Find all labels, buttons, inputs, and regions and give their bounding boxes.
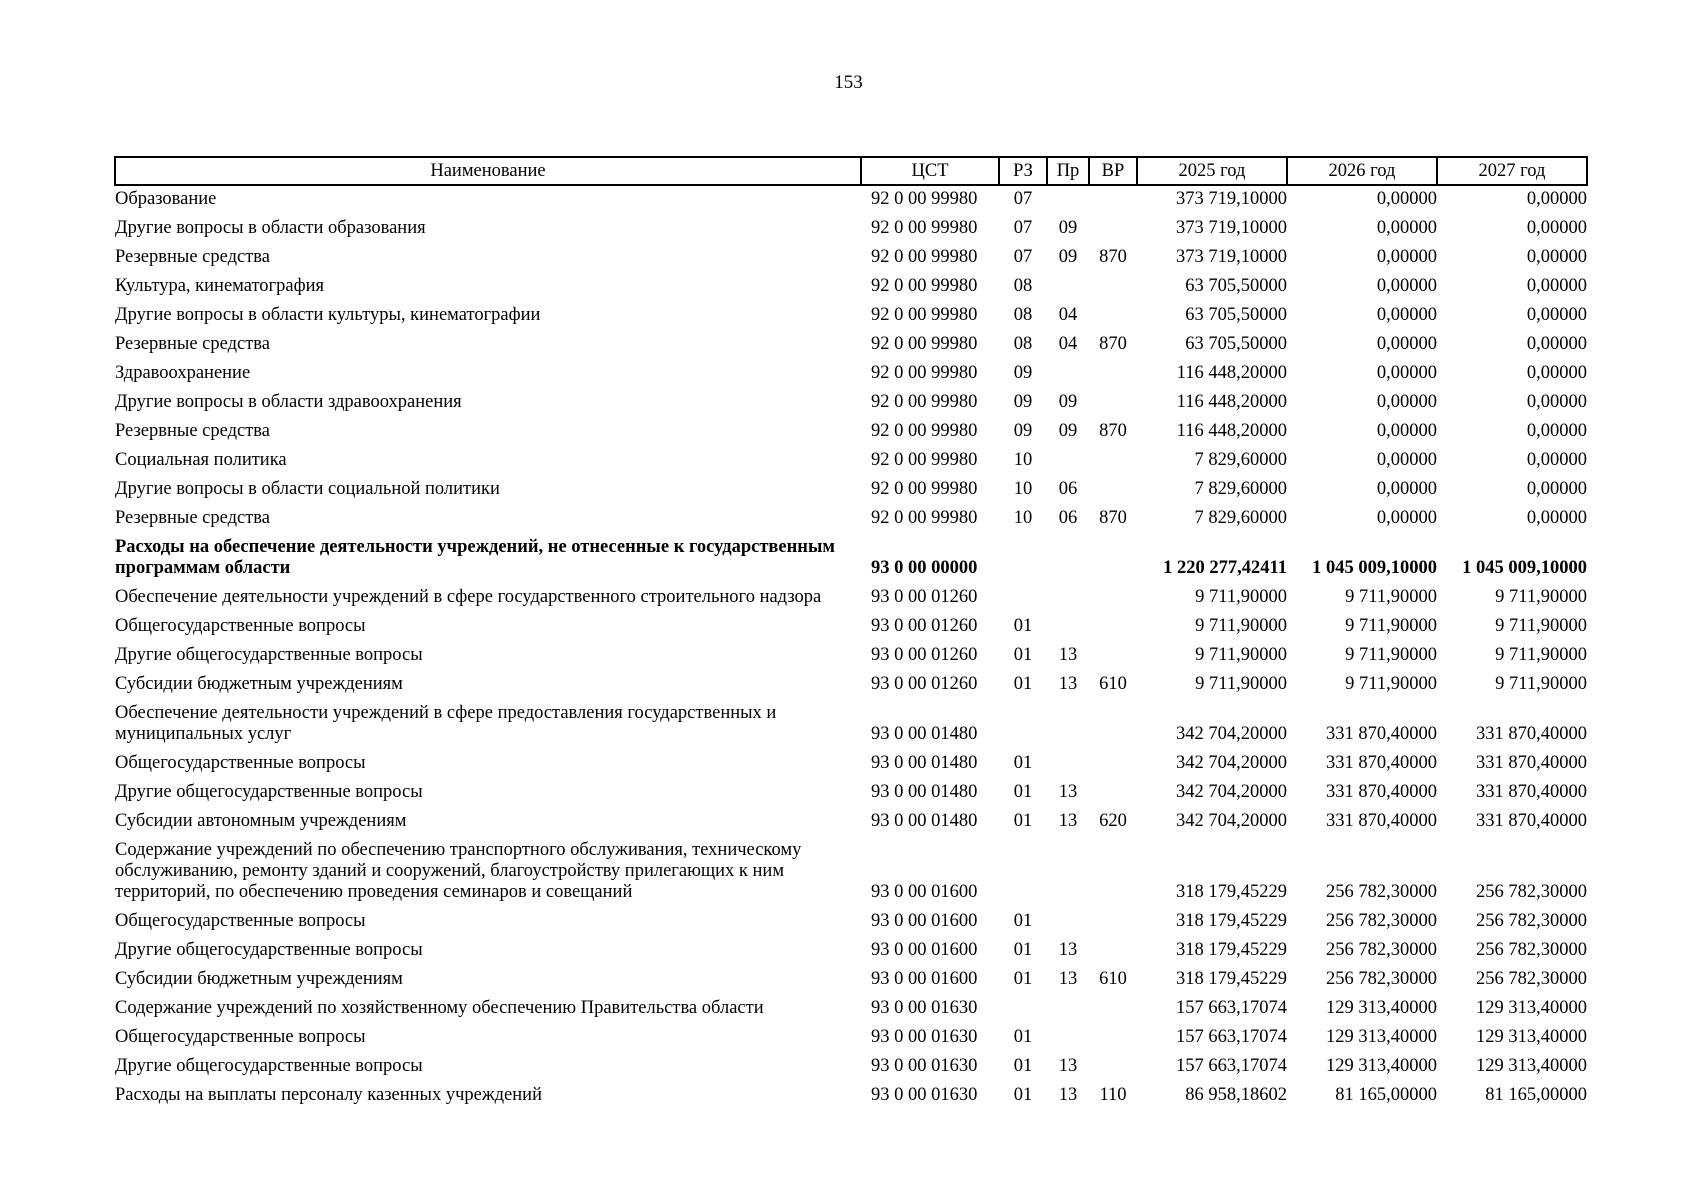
cell-cst: 93 0 00 01480 [871, 782, 978, 802]
cell-vr [1089, 302, 1137, 331]
cell-2025: 7 829,60000 [1194, 450, 1287, 470]
cell-vr [1089, 534, 1137, 584]
cell-2027: 0,00000 [1526, 392, 1587, 412]
cell-rz: 01 [1013, 811, 1033, 831]
cell-2026: 256 782,30000 [1326, 911, 1437, 931]
cell-2025: 7 829,60000 [1194, 508, 1287, 528]
table-row [115, 418, 1587, 447]
cell-2025: 318 179,45229 [1176, 969, 1287, 989]
cell-2026: 81 165,00000 [1335, 1085, 1437, 1105]
cell-rz: 01 [1013, 940, 1033, 960]
cell-cst: 93 0 00 01480 [871, 811, 978, 831]
cell-2026: 129 313,40000 [1326, 998, 1437, 1018]
cell-vr: 870 [1099, 334, 1127, 354]
cell-vr [1089, 1024, 1137, 1053]
cell-2026: 331 870,40000 [1326, 811, 1437, 831]
cell-2027: 129 313,40000 [1476, 998, 1587, 1018]
cell-2026: 0,00000 [1376, 305, 1437, 325]
cell-2027: 256 782,30000 [1476, 940, 1587, 960]
cell-rz: 08 [1013, 305, 1033, 325]
cell-cst: 92 0 00 99980 [871, 276, 978, 296]
table-row [115, 215, 1587, 244]
cell-2025: 9 711,90000 [1195, 674, 1287, 694]
cell-rz: 01 [1013, 782, 1033, 802]
cell-2027: 9 711,90000 [1495, 645, 1587, 665]
cell-name: Другие вопросы в области социальной политики [115, 479, 500, 499]
cell-cst: 93 0 00 01630 [871, 1056, 978, 1076]
cell-2026: 0,00000 [1376, 450, 1437, 470]
table-row [115, 750, 1587, 779]
cell-rz [999, 837, 1047, 908]
cell-2025: 157 663,17074 [1176, 1027, 1287, 1047]
cell-rz: 10 [1013, 508, 1033, 528]
table-body [115, 185, 1587, 1111]
cell-rz: 09 [1013, 363, 1033, 383]
cell-cst: 93 0 00 01480 [871, 753, 978, 773]
cell-pr [1047, 700, 1089, 750]
cell-cst: 93 0 00 01260 [871, 645, 978, 665]
cell-rz: 01 [1013, 753, 1033, 773]
cell-2027: 0,00000 [1526, 189, 1587, 209]
cell-rz: 09 [1013, 421, 1033, 441]
header-2026: 2026 год [1287, 157, 1437, 185]
cell-vr: 870 [1099, 247, 1127, 267]
cell-rz [999, 995, 1047, 1024]
table-row [115, 331, 1587, 360]
cell-2025: 63 705,50000 [1185, 276, 1287, 296]
cell-name: Содержание учреждений по хозяйственному обеспечению Правительства области [115, 998, 764, 1018]
cell-2025: 157 663,17074 [1176, 998, 1287, 1018]
cell-name: Другие вопросы в области культуры, кинематографии [115, 305, 541, 325]
cell-2026: 0,00000 [1376, 334, 1437, 354]
header-vr: ВР [1089, 157, 1137, 185]
cell-vr [1089, 273, 1137, 302]
cell-2025: 318 179,45229 [1176, 911, 1287, 931]
cell-cst: 93 0 00 01600 [871, 911, 978, 931]
cell-2026: 331 870,40000 [1326, 782, 1437, 802]
table-row [115, 389, 1587, 418]
header-name: Наименование [115, 157, 861, 185]
cell-cst: 93 0 00 01630 [871, 1027, 978, 1047]
cell-rz: 09 [1013, 392, 1033, 412]
cell-2025: 9 711,90000 [1195, 587, 1287, 607]
table-row [115, 908, 1587, 937]
cell-2026: 0,00000 [1376, 247, 1437, 267]
cell-rz [999, 534, 1047, 584]
cell-vr [1089, 389, 1137, 418]
cell-name: Резервные средства [115, 421, 270, 441]
cell-name: Другие вопросы в области образования [115, 218, 426, 238]
cell-vr [1089, 937, 1137, 966]
cell-rz: 10 [1013, 479, 1033, 499]
cell-name: Общегосударственные вопросы [115, 1027, 366, 1047]
cell-rz: 07 [1013, 189, 1033, 209]
cell-cst: 93 0 00 01260 [871, 587, 978, 607]
cell-2027: 81 165,00000 [1485, 1085, 1587, 1105]
cell-2026: 0,00000 [1376, 421, 1437, 441]
cell-2026: 331 870,40000 [1326, 753, 1437, 773]
cell-vr [1089, 1053, 1137, 1082]
table-row [115, 244, 1587, 273]
cell-vr [1089, 908, 1137, 937]
cell-vr: 870 [1099, 421, 1127, 441]
cell-pr: 04 [1058, 305, 1078, 325]
table-row [115, 779, 1587, 808]
page-number: 153 [834, 72, 863, 93]
cell-2027: 331 870,40000 [1476, 782, 1587, 802]
cell-2027: 0,00000 [1526, 421, 1587, 441]
table-header [115, 157, 1587, 185]
cell-2025: 63 705,50000 [1185, 305, 1287, 325]
cell-2025: 342 704,20000 [1176, 782, 1287, 802]
cell-pr: 13 [1058, 969, 1078, 989]
cell-rz [999, 700, 1047, 750]
cell-pr [1047, 837, 1089, 908]
cell-rz: 10 [1013, 450, 1033, 470]
cell-cst: 92 0 00 99980 [871, 305, 978, 325]
cell-pr [1047, 613, 1089, 642]
cell-cst: 92 0 00 99980 [871, 421, 978, 441]
cell-cst: 92 0 00 99980 [871, 479, 978, 499]
cell-name: Образование [115, 189, 217, 209]
cell-2027: 256 782,30000 [1476, 969, 1587, 989]
cell-name: Обеспечение деятельности учреждений в сфере предоставления государственных и муниципальных услуг [115, 703, 777, 744]
cell-vr: 620 [1099, 811, 1127, 831]
cell-rz: 01 [1013, 616, 1033, 636]
cell-pr: 13 [1058, 811, 1078, 831]
cell-pr [1047, 185, 1089, 215]
cell-cst: 92 0 00 99980 [871, 363, 978, 383]
cell-2027: 0,00000 [1526, 450, 1587, 470]
cell-2026: 0,00000 [1376, 276, 1437, 296]
cell-name: Резервные средства [115, 334, 270, 354]
cell-2025: 342 704,20000 [1176, 811, 1287, 831]
table-row [115, 360, 1587, 389]
cell-2025: 9 711,90000 [1195, 616, 1287, 636]
cell-pr [1047, 360, 1089, 389]
cell-cst: 92 0 00 99980 [871, 508, 978, 528]
table-row [115, 185, 1587, 215]
cell-rz: 01 [1013, 1027, 1033, 1047]
cell-pr: 09 [1058, 218, 1078, 238]
cell-2027: 0,00000 [1526, 247, 1587, 267]
cell-vr [1089, 360, 1137, 389]
table-row [115, 700, 1587, 750]
cell-2026: 0,00000 [1376, 363, 1437, 383]
cell-2027: 0,00000 [1526, 276, 1587, 296]
cell-cst: 93 0 00 01600 [871, 882, 978, 902]
cell-vr [1089, 700, 1137, 750]
cell-rz: 07 [1013, 247, 1033, 267]
cell-name: Содержание учреждений по обеспечению транспортного обслуживания, техническому обслуживанию, ремонту зданий и сооружений, благоустройству прилегающих к ним территорий, по обеспечению проведения семинаров и совещаний [115, 840, 802, 902]
cell-name: Здравоохранение [115, 363, 251, 383]
cell-2026: 331 870,40000 [1326, 724, 1437, 744]
cell-2026: 0,00000 [1376, 508, 1437, 528]
table-row [115, 808, 1587, 837]
cell-name: Субсидии бюджетным учреждениям [115, 969, 403, 989]
cell-2025: 116 448,20000 [1176, 363, 1287, 383]
cell-2025: 318 179,45229 [1176, 882, 1287, 902]
table-row [115, 995, 1587, 1024]
table-row [115, 966, 1587, 995]
cell-2027: 0,00000 [1526, 363, 1587, 383]
cell-vr [1089, 995, 1137, 1024]
cell-vr: 610 [1099, 674, 1127, 694]
cell-name: Общегосударственные вопросы [115, 753, 366, 773]
cell-cst: 92 0 00 99980 [871, 392, 978, 412]
cell-rz: 01 [1013, 911, 1033, 931]
cell-pr [1047, 908, 1089, 937]
header-pr: Пр [1047, 157, 1089, 185]
cell-2025: 1 220 277,42411 [1163, 558, 1287, 578]
cell-name: Другие общегосударственные вопросы [115, 645, 423, 665]
cell-rz: 07 [1013, 218, 1033, 238]
table-row [115, 447, 1587, 476]
cell-pr: 04 [1058, 334, 1078, 354]
cell-2026: 9 711,90000 [1345, 616, 1437, 636]
cell-name: Субсидии бюджетным учреждениям [115, 674, 403, 694]
cell-2027: 256 782,30000 [1476, 882, 1587, 902]
cell-cst: 93 0 00 01260 [871, 616, 978, 636]
cell-pr: 13 [1058, 1085, 1078, 1105]
cell-2025: 318 179,45229 [1176, 940, 1287, 960]
cell-pr: 13 [1058, 1056, 1078, 1076]
header-2025: 2025 год [1137, 157, 1287, 185]
cell-pr: 13 [1058, 940, 1078, 960]
cell-pr [1047, 1024, 1089, 1053]
cell-2027: 9 711,90000 [1495, 616, 1587, 636]
table-row [115, 476, 1587, 505]
table-row [115, 273, 1587, 302]
cell-pr: 09 [1058, 392, 1078, 412]
table-row [115, 837, 1587, 908]
table-row [115, 302, 1587, 331]
cell-cst: 93 0 00 01600 [871, 940, 978, 960]
cell-pr [1047, 750, 1089, 779]
cell-name: Другие общегосударственные вопросы [115, 1056, 423, 1076]
cell-vr [1089, 584, 1137, 613]
cell-vr [1089, 837, 1137, 908]
cell-2026: 0,00000 [1376, 479, 1437, 499]
cell-pr: 06 [1058, 479, 1078, 499]
cell-2027: 0,00000 [1526, 218, 1587, 238]
cell-2026: 0,00000 [1376, 392, 1437, 412]
cell-2026: 9 711,90000 [1345, 674, 1437, 694]
cell-name: Социальная политика [115, 450, 287, 470]
cell-name: Общегосударственные вопросы [115, 616, 366, 636]
cell-name: Культура, кинематография [115, 276, 325, 296]
cell-name: Субсидии автономным учреждениям [115, 811, 407, 831]
cell-pr: 13 [1058, 645, 1078, 665]
cell-pr: 06 [1058, 508, 1078, 528]
table-row [115, 1053, 1587, 1082]
cell-2025: 63 705,50000 [1185, 334, 1287, 354]
cell-2027: 129 313,40000 [1476, 1056, 1587, 1076]
cell-vr: 610 [1099, 969, 1127, 989]
cell-pr: 09 [1058, 247, 1078, 267]
cell-2027: 256 782,30000 [1476, 911, 1587, 931]
cell-2025: 373 719,10000 [1176, 189, 1287, 209]
cell-vr [1089, 613, 1137, 642]
cell-2027: 129 313,40000 [1476, 1027, 1587, 1047]
cell-2025: 157 663,17074 [1176, 1056, 1287, 1076]
table-row [115, 584, 1587, 613]
cell-2027: 1 045 009,10000 [1462, 558, 1587, 578]
cell-cst: 93 0 00 00000 [871, 558, 978, 578]
cell-rz: 01 [1013, 969, 1033, 989]
table-row [115, 505, 1587, 534]
cell-name: Расходы на обеспечение деятельности учреждений, не отнесенные к государственным программам области [115, 537, 836, 578]
cell-2027: 0,00000 [1526, 479, 1587, 499]
cell-vr [1089, 750, 1137, 779]
cell-vr [1089, 185, 1137, 215]
cell-2025: 342 704,20000 [1176, 753, 1287, 773]
table-row [115, 937, 1587, 966]
cell-name: Резервные средства [115, 247, 270, 267]
cell-cst: 93 0 00 01630 [871, 998, 978, 1018]
cell-pr [1047, 584, 1089, 613]
table-row [115, 1082, 1587, 1111]
cell-2026: 0,00000 [1376, 189, 1437, 209]
cell-vr [1089, 779, 1137, 808]
cell-2027: 331 870,40000 [1476, 811, 1587, 831]
cell-2026: 0,00000 [1376, 218, 1437, 238]
cell-vr [1089, 447, 1137, 476]
cell-pr [1047, 447, 1089, 476]
cell-rz: 01 [1013, 1056, 1033, 1076]
cell-name: Другие вопросы в области здравоохранения [115, 392, 462, 412]
cell-rz [999, 584, 1047, 613]
cell-2026: 256 782,30000 [1326, 882, 1437, 902]
cell-pr: 09 [1058, 421, 1078, 441]
cell-cst: 93 0 00 01630 [871, 1085, 978, 1105]
cell-cst: 92 0 00 99980 [871, 450, 978, 470]
cell-2026: 129 313,40000 [1326, 1056, 1437, 1076]
cell-2025: 342 704,20000 [1176, 724, 1287, 744]
cell-cst: 93 0 00 01480 [871, 724, 978, 744]
header-rz: РЗ [999, 157, 1047, 185]
cell-pr: 13 [1058, 782, 1078, 802]
cell-2025: 7 829,60000 [1194, 479, 1287, 499]
cell-vr: 870 [1099, 508, 1127, 528]
header-cst: ЦСТ [861, 157, 999, 185]
cell-name: Обеспечение деятельности учреждений в сфере государственного строительного надзора [115, 587, 822, 607]
cell-2027: 0,00000 [1526, 305, 1587, 325]
cell-2027: 331 870,40000 [1476, 724, 1587, 744]
cell-2026: 256 782,30000 [1326, 940, 1437, 960]
cell-2027: 9 711,90000 [1495, 674, 1587, 694]
cell-2025: 373 719,10000 [1176, 247, 1287, 267]
cell-cst: 92 0 00 99980 [871, 218, 978, 238]
cell-rz: 01 [1013, 1085, 1033, 1105]
cell-2025: 373 719,10000 [1176, 218, 1287, 238]
cell-vr [1089, 476, 1137, 505]
table-row [115, 534, 1587, 584]
cell-name: Другие общегосударственные вопросы [115, 782, 423, 802]
cell-2027: 0,00000 [1526, 508, 1587, 528]
budget-table [114, 156, 1588, 1111]
table-row [115, 671, 1587, 700]
cell-2026: 129 313,40000 [1326, 1027, 1437, 1047]
cell-2025: 116 448,20000 [1176, 392, 1287, 412]
table-row [115, 613, 1587, 642]
cell-cst: 92 0 00 99980 [871, 247, 978, 267]
cell-rz: 08 [1013, 334, 1033, 354]
cell-2025: 9 711,90000 [1195, 645, 1287, 665]
cell-vr [1089, 642, 1137, 671]
cell-2026: 256 782,30000 [1326, 969, 1437, 989]
cell-cst: 92 0 00 99980 [871, 334, 978, 354]
cell-name: Другие общегосударственные вопросы [115, 940, 423, 960]
header-2027: 2027 год [1437, 157, 1587, 185]
cell-2027: 331 870,40000 [1476, 753, 1587, 773]
cell-2026: 9 711,90000 [1345, 587, 1437, 607]
cell-cst: 92 0 00 99980 [871, 189, 978, 209]
cell-2026: 9 711,90000 [1345, 645, 1437, 665]
cell-name: Расходы на выплаты персоналу казенных учреждений [115, 1085, 542, 1105]
cell-pr: 13 [1058, 674, 1078, 694]
cell-2026: 1 045 009,10000 [1312, 558, 1437, 578]
cell-2027: 0,00000 [1526, 334, 1587, 354]
cell-cst: 93 0 00 01260 [871, 674, 978, 694]
cell-vr: 110 [1099, 1085, 1127, 1105]
table-row [115, 642, 1587, 671]
cell-rz: 01 [1013, 645, 1033, 665]
cell-rz: 08 [1013, 276, 1033, 296]
cell-pr [1047, 273, 1089, 302]
cell-cst: 93 0 00 01600 [871, 969, 978, 989]
cell-pr [1047, 995, 1089, 1024]
cell-vr [1089, 215, 1137, 244]
cell-2025: 116 448,20000 [1176, 421, 1287, 441]
cell-rz: 01 [1013, 674, 1033, 694]
cell-2025: 86 958,18602 [1185, 1085, 1287, 1105]
table-row [115, 1024, 1587, 1053]
cell-name: Общегосударственные вопросы [115, 911, 366, 931]
cell-2027: 9 711,90000 [1495, 587, 1587, 607]
cell-name: Резервные средства [115, 508, 270, 528]
cell-pr [1047, 534, 1089, 584]
